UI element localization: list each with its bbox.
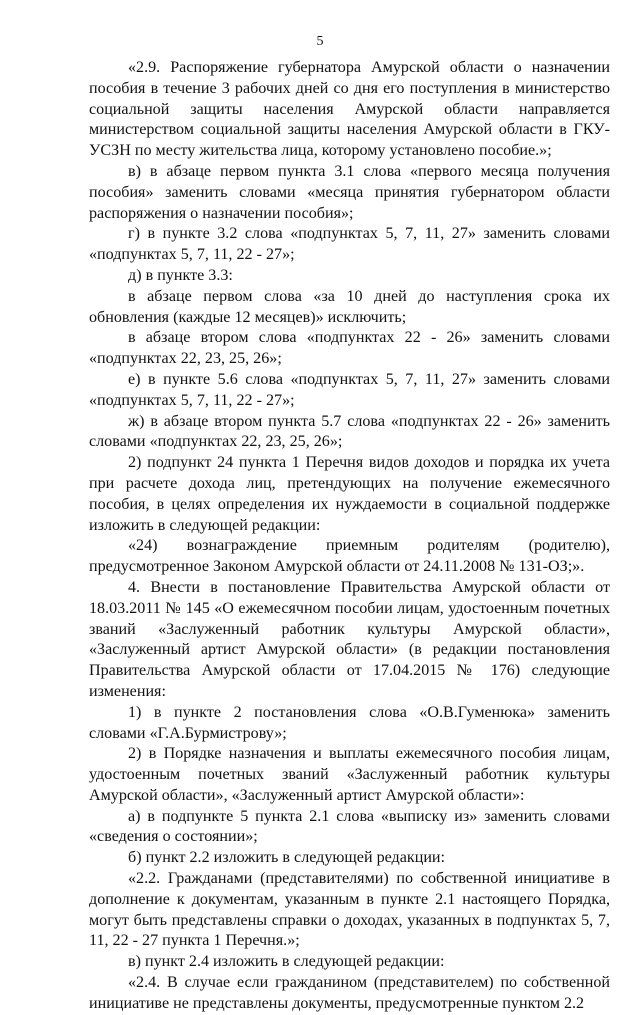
paragraph-2-podpunkt-24: 2) подпункт 24 пункта 1 Перечня видов доходов и порядка их учета при расчете дохода лиц, претендующих на получение ежемесячного пособия, в целях определения их нуждаемости в социальной поддержке изложить в следующей редакции: — [89, 454, 610, 534]
paragraph-2-2-text: «2.2. Гражданами (представителями) по собственной инициативе в дополнение к документам, указанным в пункте 2.1 настоящего Порядка, могут быть представлены справки о доходах, указанных в подпунктах 5, 7, 11, 22 - 27 пункта 1 Перечня.»; — [89, 870, 610, 950]
paragraph-2-9: «2.9. Распоряжение губернатора Амурской области о назначении пособия в течение 3 рабочих дней со дня его поступления в министерство социальной защиты населения Амурской области направляется министерством социальной защиты населения Амурской области в ГКУ-УСЗН по месту жительства лица, которому установлено пособие.»; — [89, 59, 610, 160]
paragraph-1-punkt-2: 1) в пункте 2 постановления слова «О.В.Гуменюка» заменить словами «Г.А.Бурмистрову»; — [89, 703, 610, 742]
paragraph-abzac-pervyj: в абзаце первом слова «за 10 дней до наступления срока их обновления (каждые 12 месяцев)» исключить; — [89, 287, 610, 326]
paragraph-24-voznagrazhdenie: «24) вознаграждение приемным родителям (родителю), предусмотренное Законом Амурской области от 24.11.2008 № 131-ОЗ;». — [89, 537, 610, 576]
page-number: 5 — [316, 34, 324, 49]
document-body — [89, 58, 610, 1015]
paragraph-2-poryadok: 2) в Порядке назначения и выплаты ежемесячного пособия лицам, удостоенным почетных званий «Заслуженный работник культуры Амурской области», «Заслуженный артист Амурской области»: — [89, 745, 610, 804]
paragraph-b-2-2: б) пункт 2.2 изложить в следующей редакции: — [128, 849, 446, 867]
paragraph-a-2-1: а) в подпункте 5 пункта 2.1 слова «выписку из» заменить словами «сведения о состоянии»; — [89, 807, 610, 846]
paragraph-e-5-6: е) в пункте 5.6 слова «подпунктах 5, 7, 11, 27» заменить словами «подпунктах 5, 7, 11, 22 - 27»; — [89, 370, 610, 409]
paragraph-abzac-vtoroj: в абзаце втором слова «подпунктах 22 - 26» заменить словами «подпунктах 22, 23, 25, 26»; — [89, 329, 610, 368]
paragraph-g-3-2: г) в пункте 3.2 слова «подпунктах 5, 7, 11, 27» заменить словами «подпунктах 5, 7, 11, 22 - 27»; — [89, 225, 610, 264]
paragraph-d-3-3: д) в пункте 3.3: — [128, 266, 233, 284]
paragraph-v-2-4: в) пункт 2.4 изложить в следующей редакции: — [128, 953, 445, 971]
paragraph-zh-5-7: ж) в абзаце втором пункта 5.7 слова «подпунктах 22 - 26» заменить словами «подпунктах 22, 23, 25, 26»; — [89, 412, 610, 451]
paragraph-4-vnesti: 4. Внести в постановление Правительства Амурской области от 18.03.2011 № 145 «О ежемесячном пособии лицам, удостоенным почетных званий «Заслуженный работник культуры Амурской области», «Заслуженный артист Амурской области» (в редакции постановления Правительства Амурской области от 17.04.2015 № 176) следующие изменения: — [89, 578, 610, 700]
paragraph-v-3-1: в) в абзаце первом пункта 3.1 слова «первого месяца получения пособия» заменить словами «месяца принятия губернатором области распоряжения о назначении пособия»; — [89, 162, 610, 222]
paragraph-2-4-text: «2.4. В случае если гражданином (представителем) по собственной инициативе не представлены документы, предусмотренные пунктом 2.2 — [89, 974, 610, 1012]
